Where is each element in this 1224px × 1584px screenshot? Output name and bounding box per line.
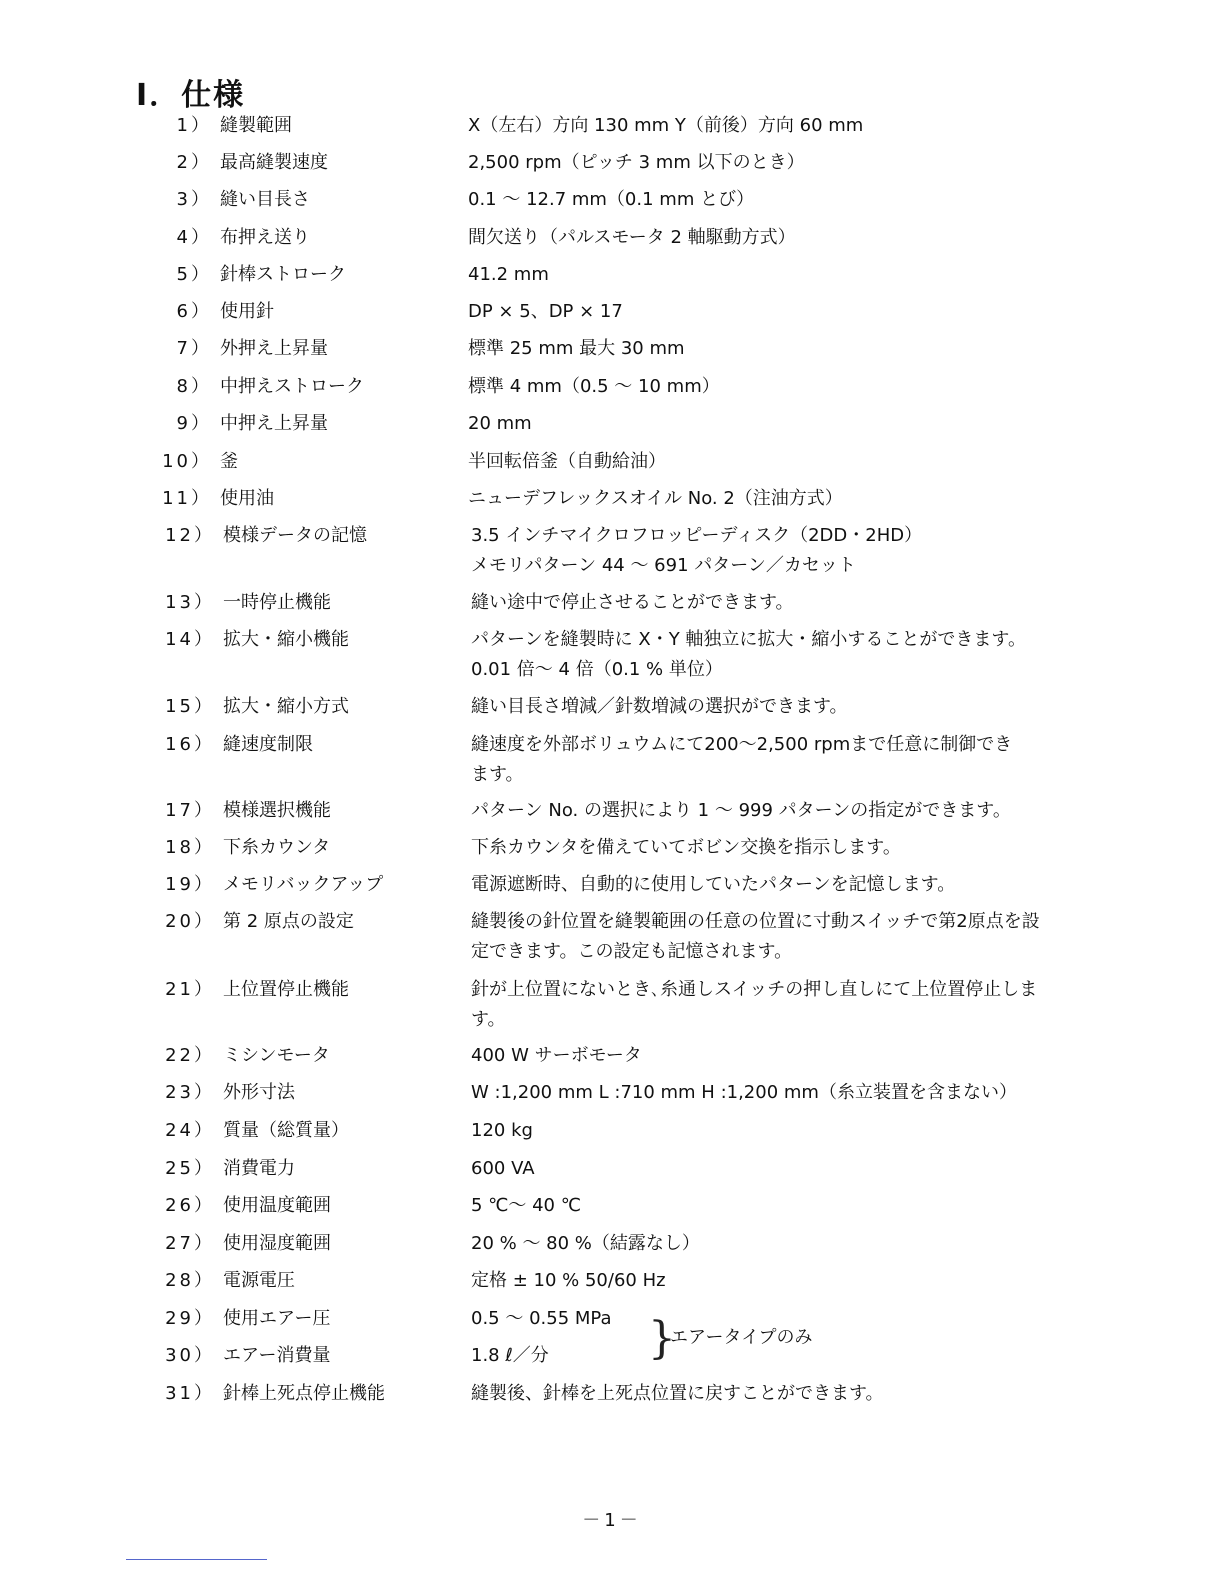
spec-value: 定格 ± 10 % 50/60 Hz (471, 1270, 666, 1291)
spec-label: 針棒ストローク (220, 264, 346, 285)
spec-value: 下糸カウンタを備えていてボビン交換を指示します。 (471, 837, 901, 858)
spec-label: 縫い目長さ (220, 189, 310, 210)
spec-number: 19） (165, 874, 215, 895)
spec-value: 400 W サーボモータ (471, 1045, 642, 1066)
spec-number: 25） (165, 1158, 215, 1179)
spec-value: 0.5 ～ 0.55 MPa (471, 1308, 612, 1329)
spec-label: 外形寸法 (223, 1082, 295, 1103)
spec-label: メモリバックアップ (223, 874, 384, 895)
air-type-note-text: エアータイプのみ (670, 1327, 813, 1348)
spec-value: 0.1 ～ 12.7 mm（0.1 mm とび） (468, 189, 755, 210)
spec-value: 縫製後、針棒を上死点位置に戻すことができます。 (471, 1383, 884, 1404)
spec-label: 釜 (220, 451, 238, 472)
spec-value: 縫速度を外部ボリュウムにて200～2,500 rpmまで任意に制御でき ます。 (471, 734, 1013, 785)
brace-symbol: } (648, 1313, 676, 1364)
spec-label: 使用温度範囲 (223, 1195, 331, 1216)
spec-number: 16） (165, 734, 215, 755)
spec-number: 20） (165, 911, 215, 932)
spec-label: 針棒上死点停止機能 (223, 1383, 385, 1404)
spec-number: 18） (165, 837, 215, 858)
section-title: I．仕様 (136, 78, 246, 113)
spec-number: 31） (165, 1383, 215, 1404)
spec-number: 7） (176, 338, 212, 359)
spec-label: 模様データの記憶 (223, 525, 367, 546)
spec-label: 電源電圧 (223, 1270, 295, 1291)
spec-number: 28） (165, 1270, 215, 1291)
spec-number: 6） (176, 301, 212, 322)
spec-number: 15） (165, 696, 215, 717)
spec-number: 24） (165, 1120, 215, 1141)
spec-number: 3） (176, 189, 212, 210)
spec-number: 11） (162, 488, 212, 509)
spec-value: 間欠送り（パルスモータ 2 軸駆動方式） (468, 227, 796, 248)
spec-label: 使用湿度範囲 (223, 1233, 331, 1254)
spec-label: 縫製範囲 (220, 115, 292, 136)
spec-value: X（左右）方向 130 mm Y（前後）方向 60 mm (468, 115, 864, 136)
spec-label: 模様選択機能 (223, 800, 331, 821)
spec-value: 3.5 インチマイクロフロッピーディスク（2DD・2HD） メモリパターン 44 ～ 691 パターン／カセット (471, 525, 923, 576)
spec-value: 針が上位置にないとき､糸通しスイッチの押し直しにて上位置停止しま す。 (471, 979, 1038, 1030)
spec-label: 上位置停止機能 (223, 979, 349, 1000)
spec-value: DP × 5、DP × 17 (468, 301, 623, 322)
spec-number: 8） (176, 376, 212, 397)
spec-value: 5 ℃～ 40 ℃ (471, 1195, 581, 1216)
spec-number: 9） (176, 413, 212, 434)
spec-number: 29） (165, 1308, 215, 1329)
spec-number: 4） (176, 227, 212, 248)
spec-label: 縫速度制限 (223, 734, 313, 755)
spec-label: ミシンモータ (223, 1045, 330, 1066)
spec-number: 22） (165, 1045, 215, 1066)
spec-value: 縫い途中で停止させることができます。 (471, 592, 794, 613)
spec-value: 20 mm (468, 413, 532, 434)
spec-number: 17） (165, 800, 215, 821)
spec-label: 一時停止機能 (223, 592, 331, 613)
air-type-note (648, 1312, 888, 1372)
spec-label: 中押えストローク (220, 376, 364, 397)
spec-value: パターンを縫製時に X・Y 軸独立に拡大・縮小することができます。 0.01 倍～ 4 倍（0.1 % 単位） (471, 629, 1026, 680)
spec-value: 標準 4 mm（0.5 ～ 10 mm） (468, 376, 720, 397)
spec-value: 2,500 rpm（ピッチ 3 mm 以下のとき） (468, 152, 805, 173)
spec-label: 拡大・縮小機能 (223, 629, 349, 650)
spec-number: 10） (162, 451, 212, 472)
spec-number: 27） (165, 1233, 215, 1254)
spec-value: 600 VA (471, 1158, 535, 1179)
spec-label: 消費電力 (223, 1158, 295, 1179)
spec-label: 質量（総質量） (223, 1120, 349, 1141)
spec-value: 電源遮断時、自動的に使用していたパターンを記憶します。 (471, 874, 956, 895)
spec-label: 外押え上昇量 (220, 338, 328, 359)
spec-number: 14） (165, 629, 215, 650)
footer-rule (126, 1559, 267, 1560)
spec-number: 30） (165, 1345, 215, 1366)
spec-label: 布押え送り (220, 227, 310, 248)
spec-number: 1） (176, 115, 212, 136)
spec-value: 41.2 mm (468, 264, 549, 285)
spec-label: 最高縫製速度 (220, 152, 328, 173)
spec-value: 縫い目長さ増減／針数増減の選択ができます。 (471, 696, 848, 717)
spec-number: 23） (165, 1082, 215, 1103)
spec-value: ニューデフレックスオイル No. 2（注油方式） (468, 488, 843, 509)
spec-value: 120 kg (471, 1120, 533, 1141)
spec-label: 使用針 (220, 301, 274, 322)
spec-label: 拡大・縮小方式 (223, 696, 349, 717)
spec-number: 13） (165, 592, 215, 613)
spec-label: 第 2 原点の設定 (223, 911, 354, 932)
spec-number: 26） (165, 1195, 215, 1216)
spec-value: パターン No. の選択により 1 ～ 999 パターンの指定ができます。 (471, 800, 1011, 821)
page-number: －1－ (582, 1510, 642, 1531)
spec-number: 21） (165, 979, 215, 1000)
spec-label: 中押え上昇量 (220, 413, 328, 434)
spec-number: 12） (165, 525, 215, 546)
spec-label: 下糸カウンタ (223, 837, 331, 858)
spec-value: 標準 25 mm 最大 30 mm (468, 338, 685, 359)
spec-value: 半回転倍釜（自動給油） (468, 451, 666, 472)
spec-number: 2） (176, 152, 212, 173)
spec-value: 縫製後の針位置を縫製範囲の任意の位置に寸動スイッチで第2原点を設 定できます。この設定も記憶されます。 (471, 911, 1040, 962)
spec-label: 使用油 (220, 488, 274, 509)
spec-label: 使用エアー圧 (223, 1308, 331, 1329)
spec-value: 20 % ～ 80 %（結露なし） (471, 1233, 700, 1254)
spec-value: 1.8 ℓ／分 (471, 1345, 549, 1366)
spec-number: 5） (176, 264, 212, 285)
spec-label: エアー消費量 (223, 1345, 331, 1366)
spec-value: W :1,200 mm L :710 mm H :1,200 mm（糸立装置を含まない） (471, 1082, 1017, 1103)
